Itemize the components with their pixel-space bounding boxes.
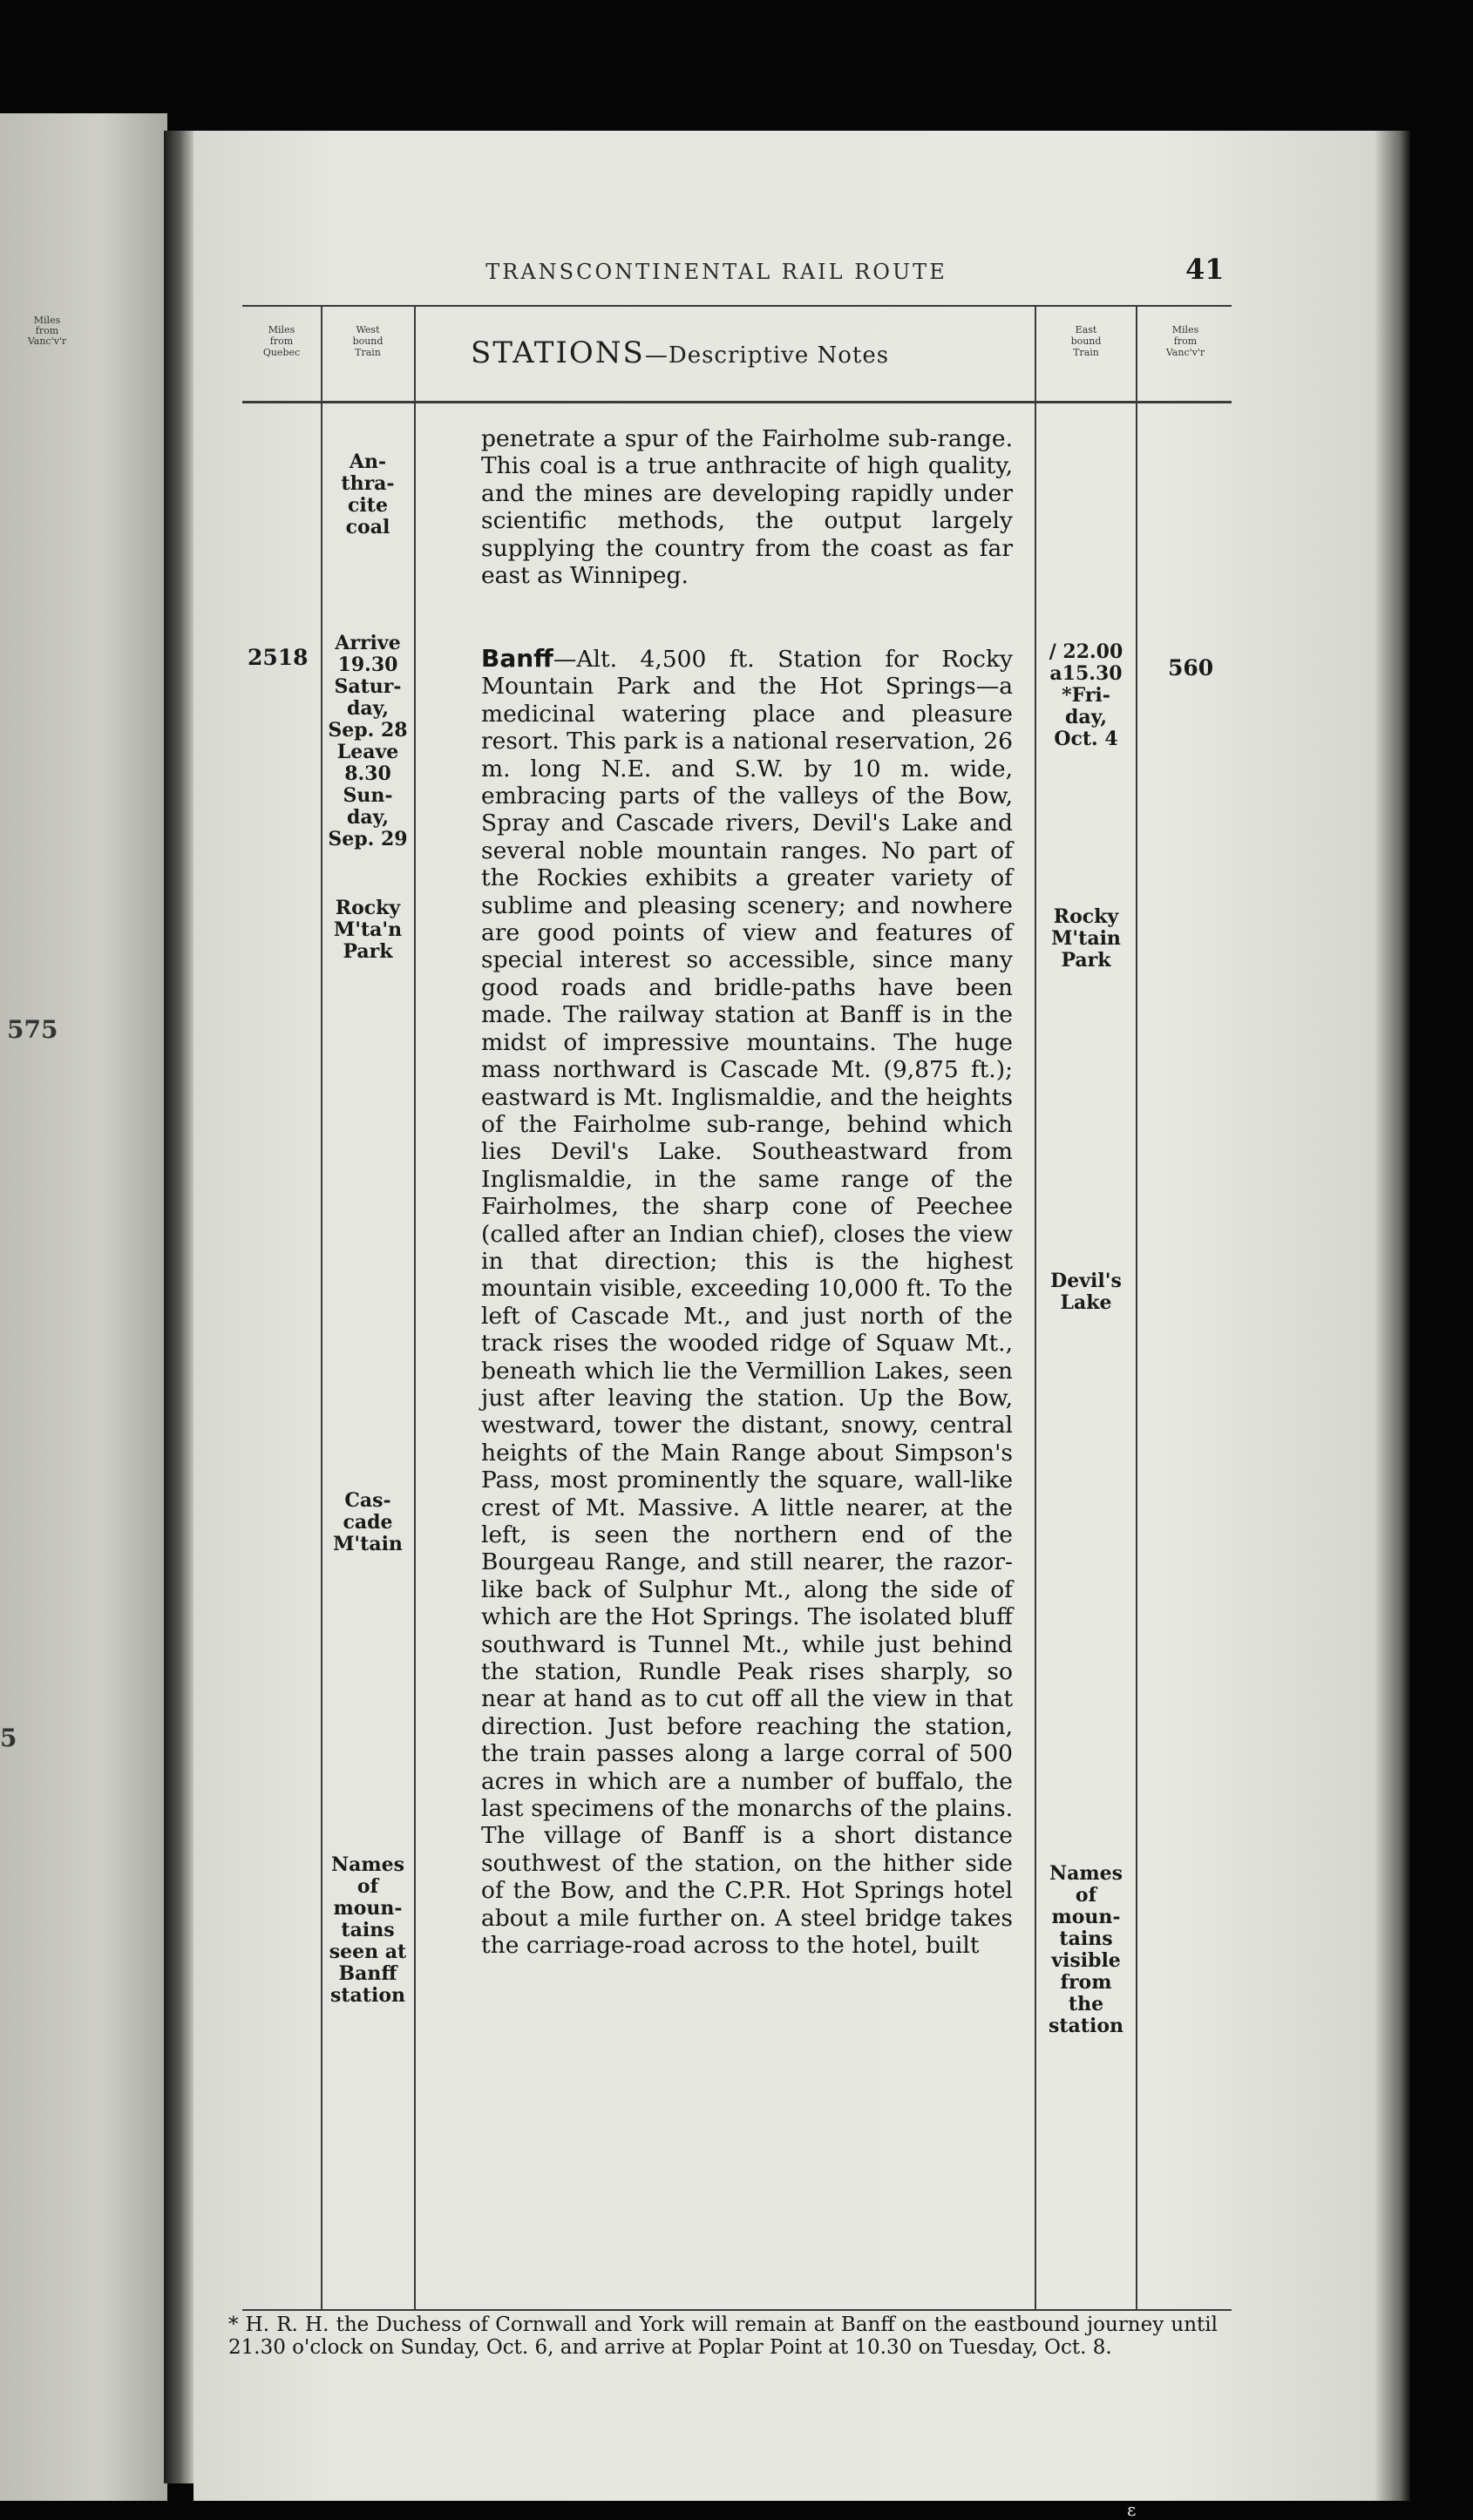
header-line: Train <box>355 347 381 358</box>
note-line: seen at <box>329 1941 407 1963</box>
note-line: Sep. 28 <box>328 719 408 742</box>
footnote-rule <box>242 2309 1232 2311</box>
header-top-rule <box>242 305 1232 307</box>
note-line: Arrive <box>335 632 401 654</box>
note-line: / 22.00 <box>1049 640 1123 663</box>
header-stations: STATIONS <box>471 335 645 370</box>
note-line: Devil's <box>1050 1270 1122 1292</box>
note-line: tains <box>341 1919 395 1941</box>
note-line: Satur- <box>334 675 402 698</box>
header-line: Vanc'v'r <box>1165 347 1205 358</box>
note-line: Lake <box>1060 1291 1112 1314</box>
prev-page-mileage: 575 <box>7 1015 58 1044</box>
note-line: Cas- <box>344 1489 391 1512</box>
note-line: Rocky <box>1053 905 1119 928</box>
header-miles-from-vancouver <box>1140 324 1231 358</box>
header-line: East <box>1075 324 1097 335</box>
header-westbound-train <box>324 324 411 358</box>
note-line: moun- <box>333 1897 403 1920</box>
header-line: from <box>1173 335 1198 347</box>
miles-from-vancouver-value: 560 <box>1168 655 1214 681</box>
note-names-seen-at-banff <box>324 1854 411 2007</box>
header-line: from <box>269 335 294 347</box>
column-rule <box>414 305 416 2309</box>
note-line: Names <box>1049 1862 1123 1885</box>
prev-heading-line: from <box>35 325 59 336</box>
note-line: Oct. 4 <box>1054 728 1118 750</box>
note-line: M'tain <box>333 1533 403 1555</box>
note-line: station <box>1049 2015 1123 2037</box>
page-number: 41 <box>1185 253 1225 286</box>
note-cascade-mountain <box>324 1490 411 1555</box>
miles-from-quebec-value: 2518 <box>248 645 309 670</box>
prev-page-mileage: 5 <box>0 1724 17 1752</box>
header-descriptive-notes: —Descriptive Notes <box>644 342 890 369</box>
column-rule <box>1136 305 1137 2309</box>
note-line: 8.30 <box>344 762 391 785</box>
column-rule <box>1035 305 1036 2309</box>
note-line: An- <box>349 450 387 473</box>
note-line: thra- <box>341 472 395 495</box>
running-head: TRANSCONTINENTAL RAIL ROUTE <box>485 260 947 284</box>
note-line: M'ta'n <box>333 918 403 941</box>
note-line: *Fri- <box>1062 684 1110 707</box>
note-line: 19.30 <box>337 654 398 676</box>
banff-description: —Alt. 4,500 ft. Station for Rocky Mountain Park and the Hot Springs—a medicinal watering place and pleasure resort. This park is a national reservation, 26 m. long N.E. and S.W. by 10 m. wide, embracing parts of the valleys of the Bow, Spray and Cascade rivers, Devil's Lake and several noble mountain ranges. No part of the Rockies exhibits a greater variety of sublime and pleasing scenery; and nowhere are good points of view and features of special interest so accessible, since many good roads and bridle-paths have been made. The railway station at Banff is in the midst of impressive mountains. The huge mass northward is Cascade Mt. (9,875 ft.); eastward is Mt. Inglismaldie, and the heights of the Fairholme sub-range, behind which lies Devil's Lake. Southeastward from Inglismaldie, in the same range of the Fairholmes, the sharp cone of Peechee (called after an Indian chief), closes the view in that direction; this is the highest mountain visible, exceeding 10,000 ft. To the left of Cascade Mt., and just north of the track rises the wooded ridge of Squaw Mt., beneath which lie the Vermillion Lakes, seen just after leaving the station. Up the Bow, westward, tower the distant, snowy, central heights of the Main Range about Simpson's Pass, most prominently the square, wall-like crest of Mt. Massive. A little nearer, at the left, is seen the northern end of the Bourgeau Range, and still nearer, the razor-like back of Sulphur Mt., along the side of which are the Hot Springs. The isolated bluff southward is Tunnel Mt., while just behind the station, Rundle Peak rises sharply, so near at hand as to cut off all the view in that direction. Just before reaching the station, the train passes along a large corral of 500 acres in which are a number of buffalo, the last specimens of the monarchs of the plains. The village of Banff is a short distance southwest of the station, on the hither side of the Bow, and the C.P.R. Hot Springs hotel about a mile further on. A steel bridge takes the carriage-road across to the hotel, built <box>481 646 1013 1960</box>
note-line: visible <box>1051 1949 1121 1972</box>
note-line: the <box>1068 1993 1104 2015</box>
note-line: station <box>330 1984 405 2007</box>
footnote: * H. R. H. the Duchess of Cornwall and York will remain at Banff on the eastbound journey until 21.30 o'clock on Sunday, Oct. 6, and arrive at Poplar Point at 10.30 on Tuesday, Oct. 8. <box>228 2313 1218 2359</box>
previous-page <box>0 113 167 2501</box>
note-eastbound-times <box>1039 641 1133 750</box>
header-line: Miles <box>268 324 295 335</box>
header-stations-descriptive-notes <box>471 335 889 370</box>
note-devils-lake <box>1039 1270 1133 1314</box>
note-line: Park <box>1061 949 1111 972</box>
note-line: Park <box>343 940 393 963</box>
note-line: cade <box>343 1511 393 1534</box>
note-line: cite <box>348 494 388 517</box>
note-anthracite-coal <box>324 451 411 539</box>
page-edge <box>1375 131 1410 2501</box>
header-bottom-rule <box>242 401 1232 403</box>
header-miles-from-quebec <box>244 324 319 358</box>
note-line: from <box>1060 1971 1112 1994</box>
note-line: Sun- <box>343 784 393 807</box>
note-line: Sep. 29 <box>328 828 408 850</box>
note-line: Leave <box>336 741 399 763</box>
note-rocky-mountain-park-east <box>1039 906 1133 972</box>
header-eastbound-train <box>1039 324 1133 358</box>
header-line: West <box>356 324 380 335</box>
note-line: day, <box>347 697 389 720</box>
header-line: bound <box>1070 335 1102 347</box>
header-line: bound <box>352 335 384 347</box>
prev-heading-line: Vanc'v'r <box>27 335 67 347</box>
intro-paragraph: penetrate a spur of the Fairholme sub-range. This coal is a true anthracite of high quality, and the mines are developing rapidly under scientific methods, the output largely supplying the country from the coast as far east as Winnipeg. <box>481 425 1013 590</box>
header-line: Quebec <box>262 347 301 358</box>
note-line: tains <box>1059 1927 1113 1950</box>
banff-paragraph <box>481 645 1013 1960</box>
note-line: of <box>356 1875 379 1898</box>
note-line: day, <box>1065 706 1107 728</box>
note-line: a15.30 <box>1049 662 1123 685</box>
note-line: moun- <box>1051 1906 1121 1928</box>
note-line: Names <box>330 1853 405 1876</box>
note-rocky-mountain-park <box>324 898 411 963</box>
book-gutter <box>164 131 195 2483</box>
note-line: day, <box>347 806 389 829</box>
note-arrive-leave-times <box>324 633 411 850</box>
note-line: Rocky <box>335 897 401 919</box>
note-line: of <box>1075 1884 1097 1907</box>
note-line: M'tain <box>1051 927 1121 950</box>
prev-page-column-heading <box>16 315 78 347</box>
bottom-mark: ɛ <box>1127 2499 1137 2520</box>
note-line: Banff <box>338 1962 397 1985</box>
banff-station-heading: Banff <box>481 644 553 673</box>
header-line: Miles <box>1171 324 1199 335</box>
header-line: Train <box>1073 347 1099 358</box>
note-names-visible-from-station <box>1039 1863 1133 2037</box>
column-rule <box>321 305 322 2309</box>
prev-heading-line: Miles <box>33 315 61 326</box>
note-line: coal <box>345 516 390 539</box>
